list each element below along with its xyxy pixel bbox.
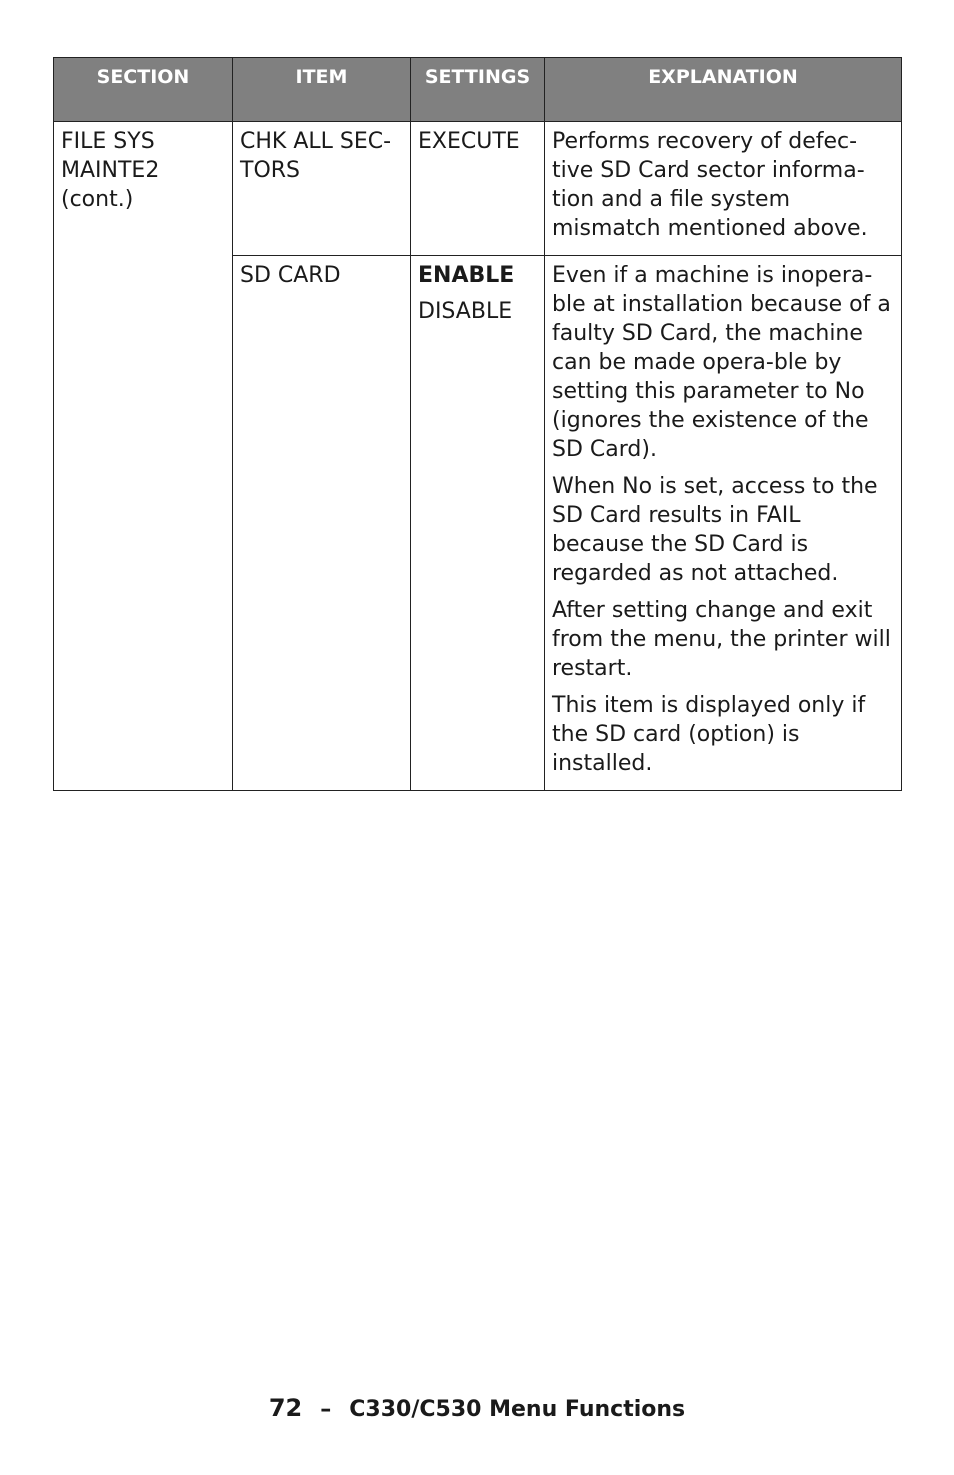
- page-number: 72: [268, 1394, 303, 1422]
- footer-separator: –: [320, 1397, 332, 1422]
- setting-value: EXECUTE: [418, 129, 520, 154]
- header-section: SECTION: [54, 58, 233, 122]
- section-cell: FILE SYS MAINTE2 (cont.): [54, 122, 233, 791]
- table-row: [54, 122, 902, 256]
- explanation-paragraph: This item is displayed only if the SD card (option) is installed.: [552, 693, 866, 776]
- settings-cell: [411, 256, 545, 791]
- setting-value: DISABLE: [418, 299, 513, 324]
- menu-functions-table: [53, 57, 902, 791]
- explanation-cell: [545, 256, 902, 791]
- table-header-row: [54, 58, 902, 122]
- explanation-paragraph: When No is set, access to the SD Card results in FAIL because the SD Card is regarded as not attached.: [552, 474, 878, 586]
- explanation-paragraph: Performs recovery of defec-tive SD Card sector informa-tion and a file system mismatch mentioned above.: [552, 129, 868, 241]
- setting-default-value: ENABLE: [418, 263, 515, 288]
- header-item: ITEM: [233, 58, 411, 122]
- explanation-paragraph: Even if a machine is inopera-ble at installation because of a faulty SD Card, the machine can be made opera-ble by setting this parameter to No (ignores the existence of the SD Card).: [552, 263, 891, 462]
- footer-title: C330/C530 Menu Functions: [349, 1397, 686, 1422]
- explanation-cell: [545, 122, 902, 256]
- header-explanation: EXPLANATION: [545, 58, 902, 122]
- header-settings: SETTINGS: [411, 58, 545, 122]
- settings-cell: [411, 122, 545, 256]
- item-cell: CHK ALL SEC-TORS: [233, 122, 411, 256]
- item-cell: SD CARD: [233, 256, 411, 791]
- page-footer: [0, 1393, 954, 1425]
- explanation-paragraph: After setting change and exit from the menu, the printer will restart.: [552, 598, 891, 681]
